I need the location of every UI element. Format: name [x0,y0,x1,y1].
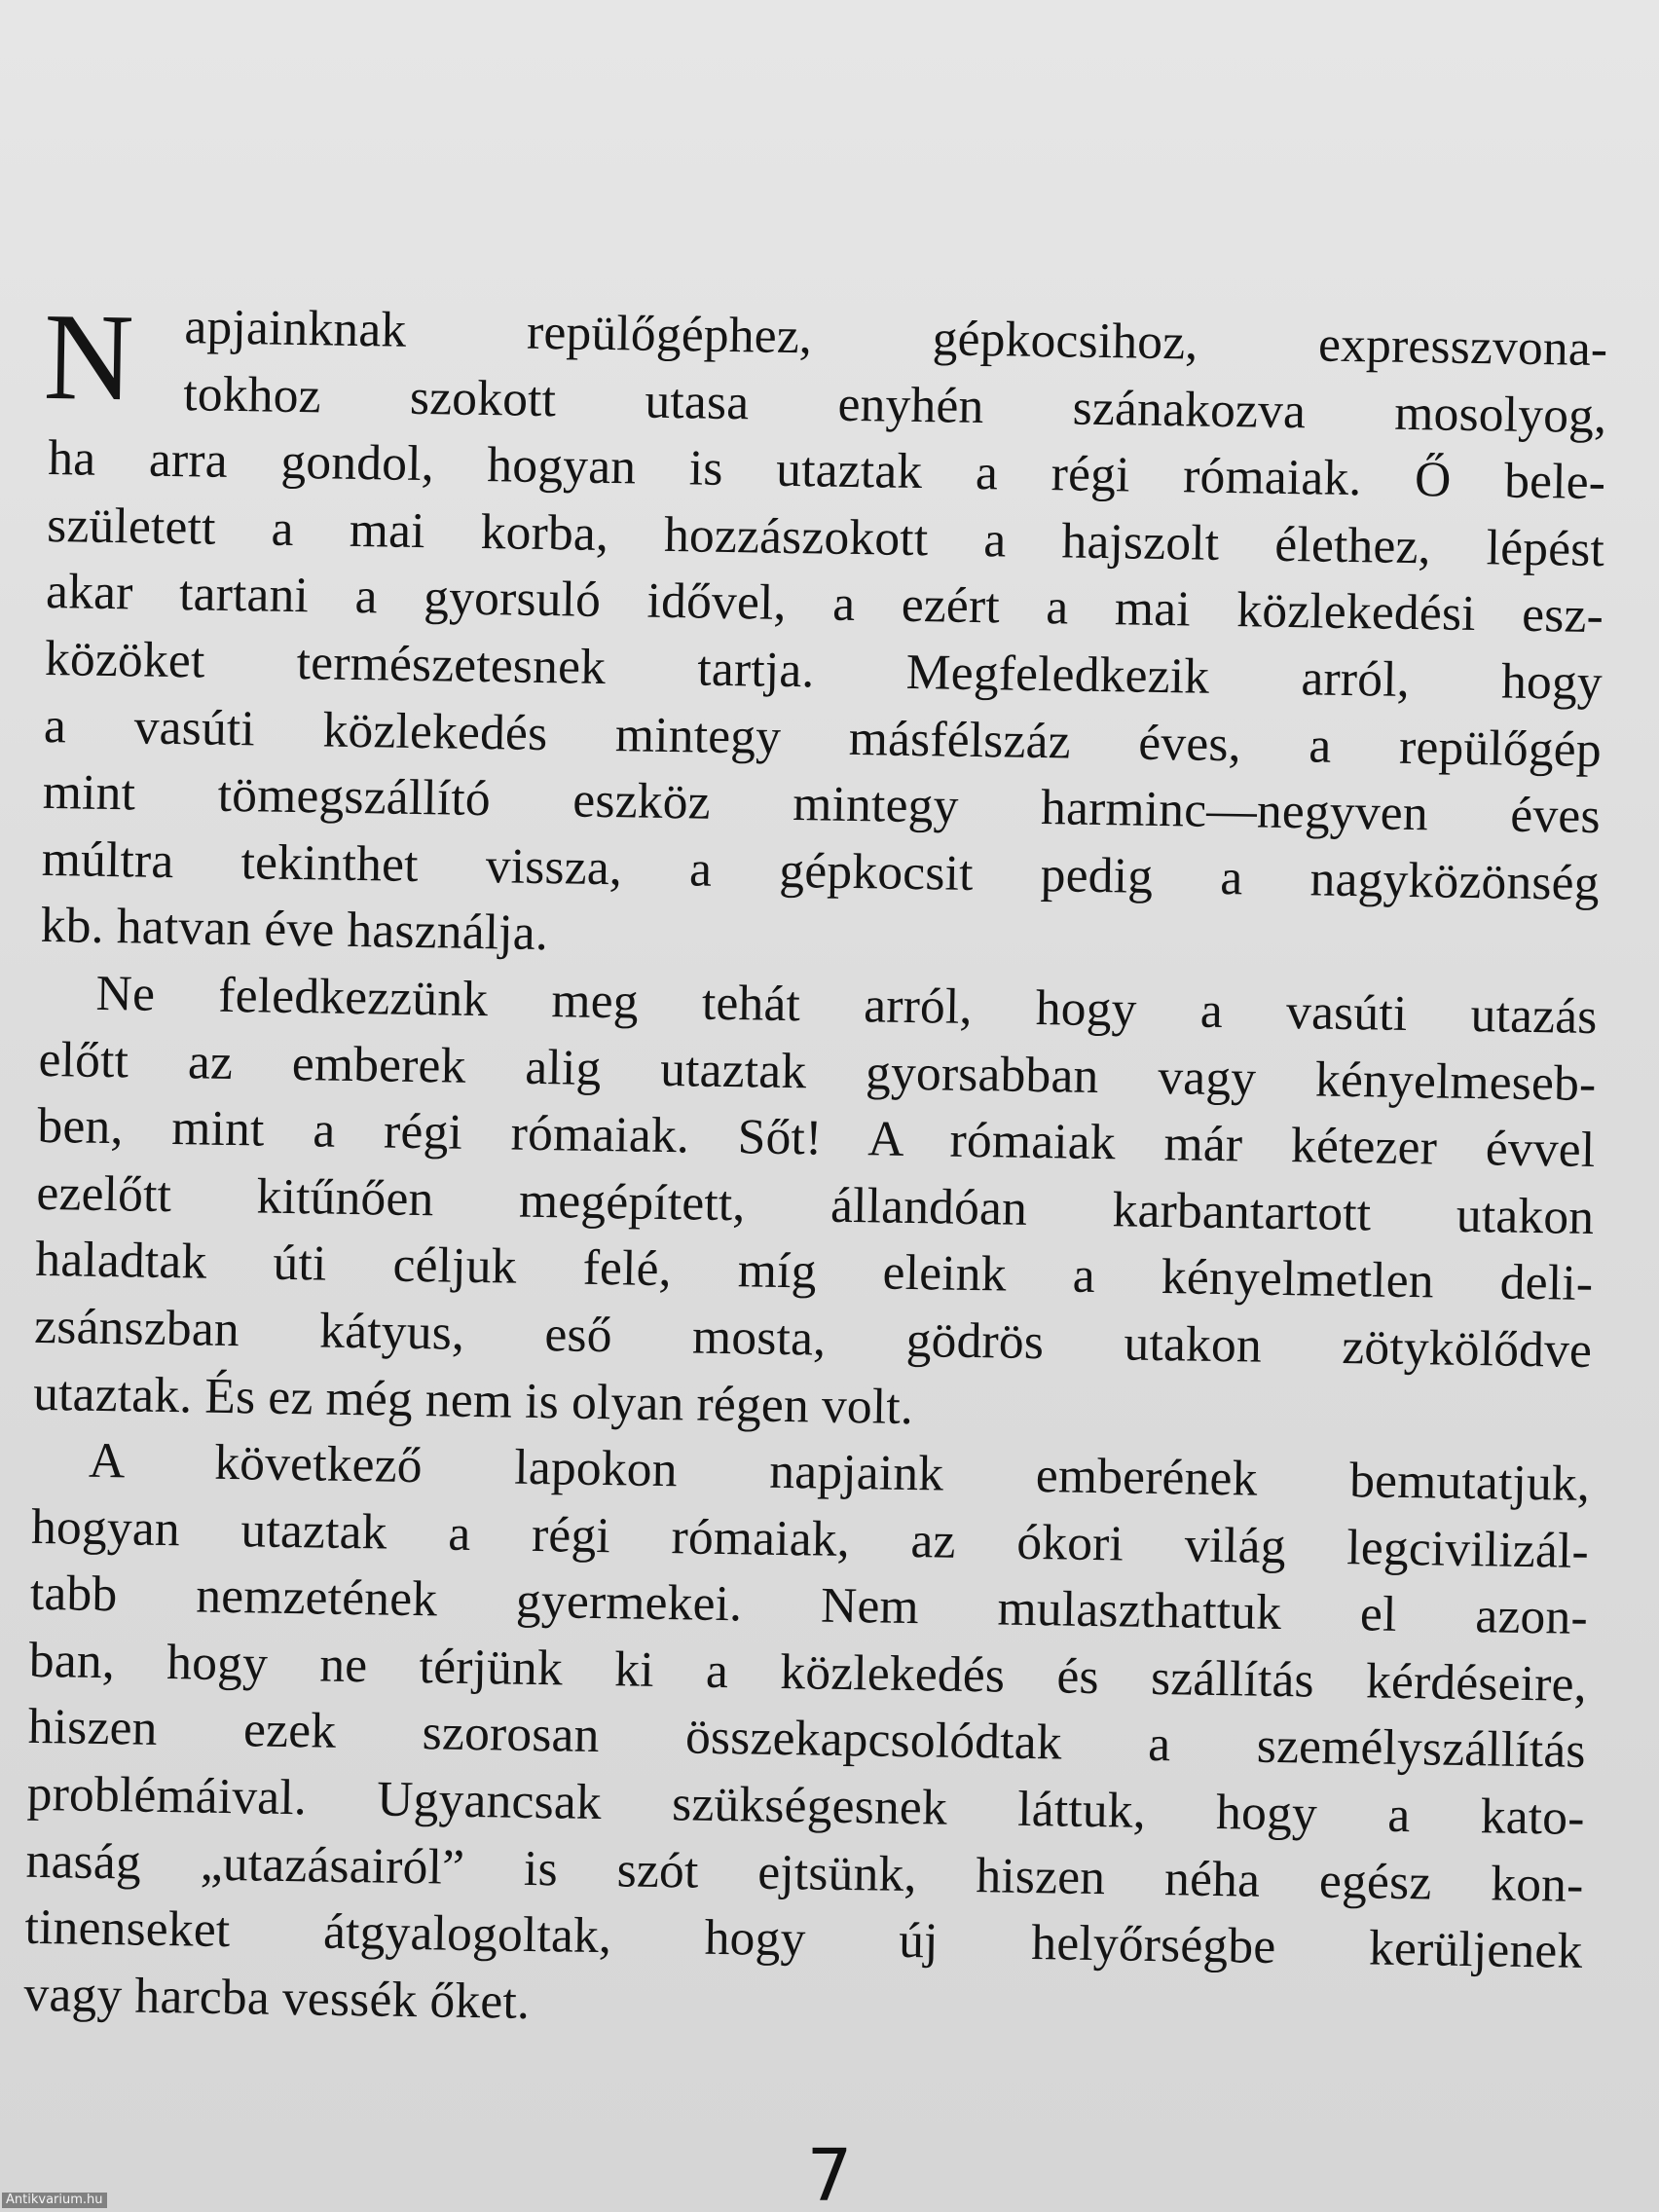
text-line: tinenseket átgyalogoltak, hogy új helyőrségbe kerüljenek [24,1899,1583,1980]
text-line: Ne feledkezzünk meg tehát arról, hogy a vasúti utazás [95,965,1598,1045]
text-line: hogyan utaztak a régi rómaiak, az ókori világ legcivilizál- [30,1498,1590,1579]
text-line: ban, hogy ne térjünk ki a közlekedés és szállítás kérdéseire, [28,1632,1588,1713]
text-line: közöket természetesnek tartja. Megfeledkezik arról, hogy [44,630,1604,712]
text-line: született a mai korba, hozzászokott a hajszolt élethez, lépést [46,497,1605,577]
paragraph-2 [33,960,1598,1452]
page-number: 7 [806,2134,853,2212]
text-line: ezelőtt kitűnően megépített, állandóan karbantartott utakon [36,1164,1595,1245]
text-line: problémáival. Ugyancsak szükségesnek láttuk, hogy a kato- [26,1765,1586,1847]
text-line: zsánszban kátyus, eső mosta, gödrös utakon zötykölődve [33,1298,1593,1379]
site-watermark: Antikvarium.hu [2,2193,107,2208]
text-line: mint tömegszállító eszköz mintegy harminc—negyven éves [42,764,1602,845]
text-line: vagy harcba vessék őket. [23,1966,531,2030]
text-line: ha arra gondol, hogyan is utaztak a régi rómaiak. Ő bele- [47,430,1606,511]
text-line: hiszen ezek szorosan összekapcsolódtak a személyszállítás [27,1699,1587,1780]
body-text [23,286,1608,2052]
text-line: naság „utazásairól” is szót ejtsünk, hiszen néha egész kon- [25,1832,1584,1913]
opening-lines [42,286,1608,450]
drop-cap: N [42,286,135,427]
text-line: múltra tekinthet vissza, a gépkocsit pedig a nagyközönség [41,830,1601,911]
paragraph-3 [23,1427,1590,2052]
text-line: akar tartani a gyorsuló idővel, a ezért a mai közlekedési esz- [45,564,1604,645]
text-line: tabb nemzetének gyermekei. Nem mulaszthattuk el azon- [29,1566,1589,1646]
text-line: utaztak. És ez még nem is olyan régen volt. [32,1365,914,1435]
text-line: ben, mint a régi rómaiak. Sőt! A rómaiak már kétezer évvel [37,1098,1596,1179]
text-line: előtt az emberek alig utaztak gyorsabban vagy kényelmeseb- [38,1031,1597,1112]
text-line: kb. hatvan éve használja. [40,898,549,962]
text-line: tokhoz szokott utasa enyhén szánakozva mosolyog, [182,365,1607,444]
text-line: a vasúti közlekedés mintegy másfélszáz éves, a repülőgép [43,697,1603,778]
paragraph-1 [40,286,1608,984]
text-line: apjainknak repülőgéphez, gépkocsihoz, expresszvona- [184,299,1608,378]
text-line: haladtak úti céljuk felé, míg eleink a kényelmetlen deli- [34,1232,1594,1312]
text-line: A következő lapokon napjaink emberének bemutatjuk, [88,1432,1591,1513]
